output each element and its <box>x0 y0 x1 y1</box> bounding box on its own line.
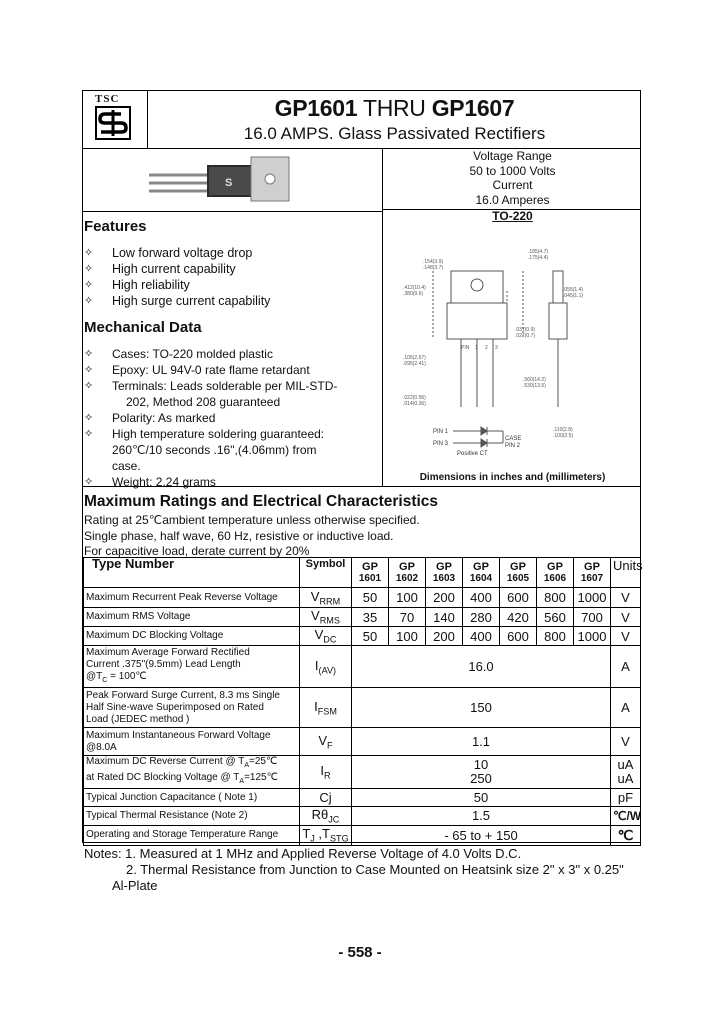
bullet-icon: ✧ <box>84 247 94 259</box>
datasheet-frame <box>82 90 641 843</box>
part-header: GP 1605 <box>500 558 537 588</box>
voltage-range-value: 50 to 1000 Volts <box>469 163 556 178</box>
rating-note-1: Rating at 25℃ambient temperature unless otherwise specified. <box>84 513 420 527</box>
tsc-logo <box>83 91 147 148</box>
svg-text:.560(14.2): .560(14.2) <box>523 377 546 383</box>
bullet-icon: ✧ <box>84 428 94 440</box>
bullet-icon: ✧ <box>84 412 94 424</box>
mechanical-list <box>84 346 337 490</box>
svg-text:.530(13.5): .530(13.5) <box>523 383 546 389</box>
svg-text:.014(0.36): .014(0.36) <box>403 401 426 407</box>
svg-text:2: 2 <box>485 345 488 351</box>
bullet-icon: ✧ <box>84 263 94 275</box>
list-item: ✧ Polarity: As marked <box>84 411 216 425</box>
current-value: 16.0 Amperes <box>475 192 550 207</box>
svg-text:.185(4.7): .185(4.7) <box>528 249 549 255</box>
table-row: Operating and Storage Temperature Range $T_J$ $,T_{STG}$ - 65 to + 150 ℃ <box>84 825 641 845</box>
positive-ct-label: Positive CT <box>457 451 488 457</box>
image-rule <box>83 211 383 212</box>
svg-text:.095(2.41): .095(2.41) <box>403 361 426 367</box>
bullet-icon: ✧ <box>84 476 94 488</box>
features-list <box>84 245 270 309</box>
note-2-continued: Al-Plate <box>112 878 158 893</box>
features-heading: Features <box>84 218 147 235</box>
pin3-label: PIN 3 <box>433 441 449 447</box>
type-number-header: Type Number <box>84 558 300 588</box>
pin1-label: PIN 1 <box>433 429 449 435</box>
units-header: Units <box>611 558 641 588</box>
svg-text:.105(2.67): .105(2.67) <box>403 355 426 361</box>
notes <box>84 846 624 894</box>
svg-text:.022(0.56): .022(0.56) <box>403 395 426 401</box>
list-item: ✧ High reliability <box>84 278 190 292</box>
svg-text:.100(2.5): .100(2.5) <box>553 433 574 439</box>
bullet-icon: ✧ <box>84 364 94 376</box>
package-name: TO-220 <box>492 209 533 223</box>
table-row: Maximum Instantaneous Forward Voltage @8.0A $V_F$ 1.1 V <box>84 728 641 756</box>
svg-text:.154(3.9): .154(3.9) <box>423 259 444 265</box>
symbol-header: Symbol <box>300 558 352 588</box>
part-header: GP 1607 <box>574 558 611 588</box>
title-thru: THRU <box>357 95 432 121</box>
bullet-icon: ✧ <box>84 279 94 291</box>
table-row: Maximum DC Blocking Voltage $V_{DC}$ 50 100 200 400 600 800 1000 V <box>84 627 641 646</box>
list-item: 260℃/10 seconds .16",(4.06mm) from <box>112 443 317 457</box>
rating-note-3: For capacitive load, derate current by 20% <box>84 544 310 558</box>
svg-text:.380(9.6): .380(9.6) <box>403 291 424 297</box>
list-item: ✧ Terminals: Leads solderable per MIL-STD- <box>84 379 338 393</box>
list-item: ✧ Epoxy: UL 94V-0 rate flame retardant <box>84 363 310 377</box>
svg-text:3: 3 <box>495 345 498 351</box>
table-row: Maximum RMS Voltage $V_{RMS}$ 35 70 140 280 420 560 700 V <box>84 608 641 627</box>
bullet-icon: ✧ <box>84 380 94 392</box>
pin2-label: PIN 2 <box>505 443 521 449</box>
page-title <box>147 95 642 122</box>
svg-text:.110(2.8): .110(2.8) <box>553 427 573 433</box>
list-item: ✧ High temperature soldering guaranteed: <box>84 427 325 441</box>
part-header: GP 1604 <box>463 558 500 588</box>
to220-package-image <box>145 153 295 207</box>
ratings-summary <box>383 149 642 207</box>
svg-text:PIN: PIN <box>461 345 470 351</box>
logo-text: TSC <box>95 93 120 105</box>
list-item: ✧ Weight: 2.24 grams <box>84 475 216 489</box>
bullet-icon: ✧ <box>84 348 94 360</box>
dimension-drawing <box>403 231 613 469</box>
title-part-number-start: GP1601 <box>274 95 358 121</box>
svg-text:.037(0.9): .037(0.9) <box>515 327 536 333</box>
rating-note-2: Single phase, half wave, 60 Hz, resistive or inductive load. <box>84 529 394 543</box>
bullet-icon: ✧ <box>84 295 94 307</box>
case-label: CASE <box>505 436 522 442</box>
part-header: GP 1603 <box>426 558 463 588</box>
svg-text:.027(0.7): .027(0.7) <box>515 333 536 339</box>
svg-text:.175(4.4): .175(4.4) <box>528 255 549 261</box>
table-header-row <box>84 558 641 588</box>
logo-symbol-icon <box>95 106 131 140</box>
title-part-number-end: GP1607 <box>431 95 515 121</box>
svg-text:.055(1.4): .055(1.4) <box>563 287 584 293</box>
current-label: Current <box>492 178 533 192</box>
list-item: ✧ High current capability <box>84 262 236 276</box>
list-item: ✧ High surge current capability <box>84 294 271 308</box>
part-header: GP 1606 <box>537 558 574 588</box>
list-item: ✧ Cases: TO-220 molded plastic <box>84 347 273 361</box>
part-header: GP 1602 <box>389 558 426 588</box>
table-row: Maximum Average Forward Rectified Current .375"(9.5mm) Lead Length $@T_C$ = 100℃ $I_{(AV)}$ 16.0 A <box>84 646 641 688</box>
table-row: Typical Thermal Resistance (Note 2) $R\theta_{JC}$ 1.5 ℃/W <box>84 807 641 826</box>
svg-text:.148(3.7): .148(3.7) <box>423 265 444 271</box>
svg-text:S: S <box>225 177 233 189</box>
table-row: Peak Forward Surge Current, 8.3 ms Single Half Sine-wave Superimposed on Rated Load (JEDEC method ) $I_{FSM}$ 150 A <box>84 688 641 728</box>
note-2: 2. Thermal Resistance from Junction to Case Mounted on Heatsink size 2" x 3" x 0.25" <box>126 862 624 877</box>
ratings-heading: Maximum Ratings and Electrical Characteristics <box>84 493 439 510</box>
table-row: Typical Junction Capacitance ( Note 1) Cj 50 pF <box>84 789 641 807</box>
dimension-caption: Dimensions in inches and (millimeters) <box>419 472 606 483</box>
list-item: ✧ Low forward voltage drop <box>84 246 253 260</box>
list-item: case. <box>112 459 141 473</box>
svg-text:.045(1.1): .045(1.1) <box>563 293 584 299</box>
note-1: Notes: 1. Measured at 1 MHz and Applied Reverse Voltage of 4.0 Volts D.C. <box>84 846 522 861</box>
mechanical-heading: Mechanical Data <box>84 319 202 336</box>
svg-text:1: 1 <box>475 345 478 351</box>
page-subtitle: 16.0 AMPS. Glass Passivated Rectifiers <box>243 124 546 143</box>
page-number: - 558 - <box>338 944 382 961</box>
voltage-range-label: Voltage Range <box>473 149 552 163</box>
list-item: 202, Method 208 guaranteed <box>126 395 281 409</box>
svg-text:.412(10.4): .412(10.4) <box>403 285 426 291</box>
ratings-table <box>83 557 641 846</box>
part-header: GP 1601 <box>352 558 389 588</box>
table-row: Maximum DC Reverse Current @ $T_A=25℃$ at Rated DC Blocking Voltage @ $T_A=125℃$ $I_R$ 10 250 uA uA <box>84 756 641 789</box>
table-row: Maximum Recurrent Peak Reverse Voltage $V_{RRM}$ 50 100 200 400 600 800 1000 V <box>84 588 641 608</box>
